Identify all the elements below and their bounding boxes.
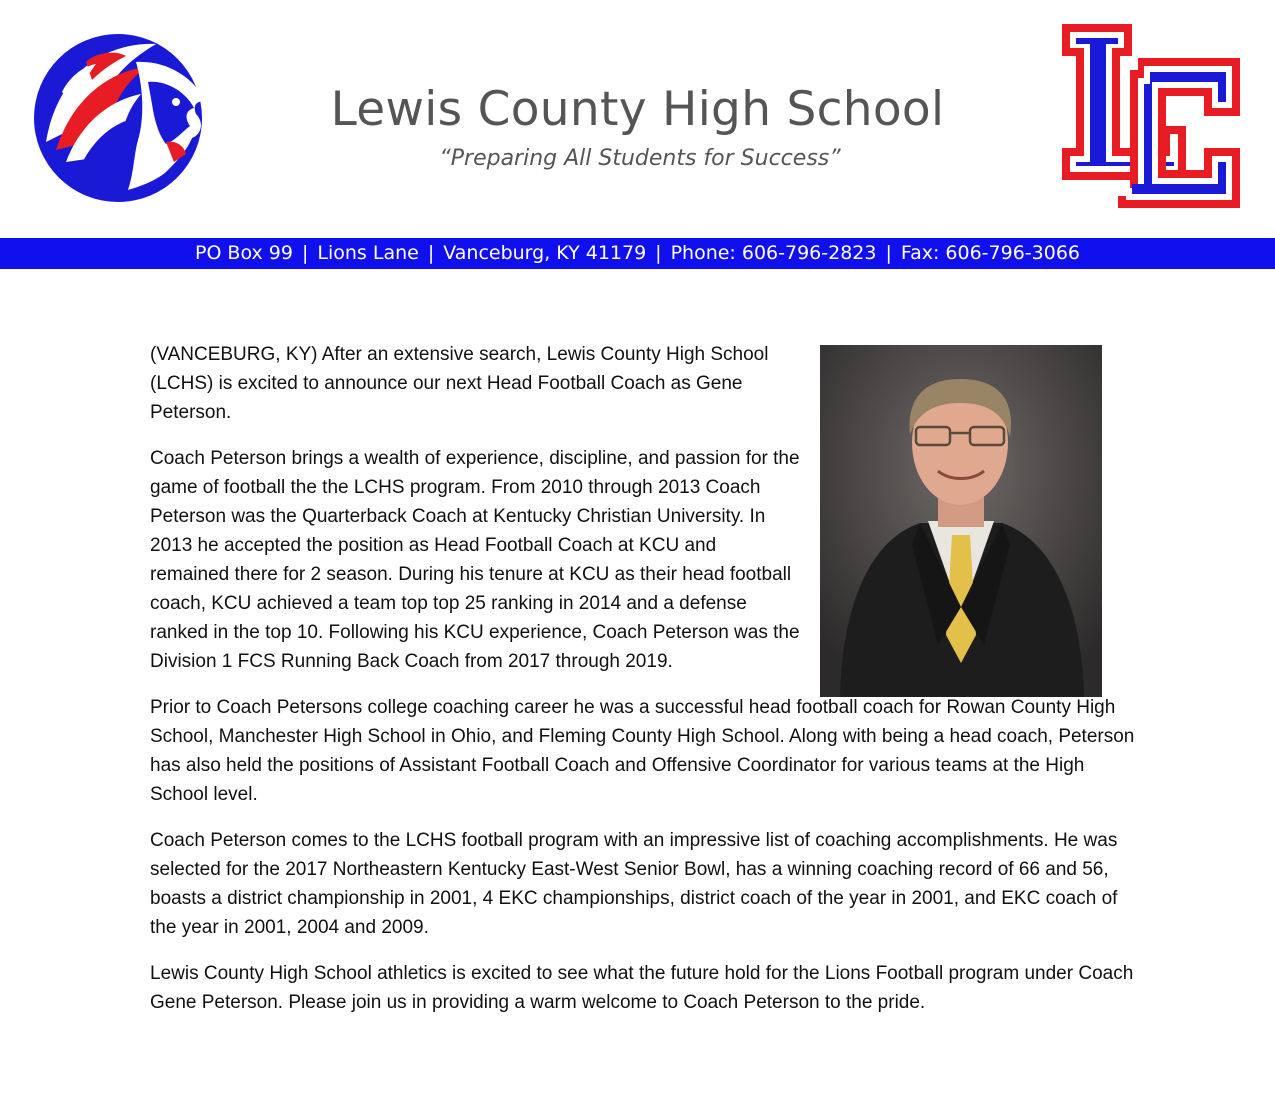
- separator: |: [885, 242, 892, 264]
- article-paragraph: Coach Peterson brings a wealth of experience, discipline, and passion for the game of football the the LCHS program. From 2010 through 2013 Coach Peterson was the Quarterback Coach at Kentucky Christian University. In 2013 he accepted the position as Head Football Coach at KCU and remained there for 2 season. During his tenure at KCU as their head football coach, KCU achieved a team top top 25 ranking in 2014 and a defense ranked in the top 10. Following his KCU experience, Coach Peterson was the Division 1 FCS Running Back Coach from 2017 through 2019.: [150, 448, 800, 672]
- separator: |: [655, 242, 662, 264]
- fax-number: Fax: 606-796-3066: [900, 242, 1080, 264]
- address-street: Lions Lane: [317, 242, 419, 264]
- article-paragraph: (VANCEBURG, KY) After an extensive search, Lewis County High School (LCHS) is excited to announce our next Head Football Coach as Gene Peterson.: [150, 344, 769, 423]
- phone-number: Phone: 606-796-2823: [670, 242, 877, 264]
- school-name: Lewis County High School: [330, 82, 945, 137]
- separator: |: [301, 242, 309, 264]
- article-paragraph: Coach Peterson comes to the LCHS football program with an impressive list of coaching accomplishments. He was selected for the 2017 Northeastern Kentucky East-West Senior Bowl, has a winning coaching record of 66 and 56, boasts a district championship in 2001, 4 EKC championships, district coach of the year in 2001, and EKC coach of the year in 2001, 2004 and 2009.: [150, 830, 1118, 938]
- article-body: [150, 340, 1135, 1034]
- address-city: Vanceburg, KY 41179: [443, 242, 647, 264]
- separator: |: [427, 242, 435, 264]
- contact-info-bar: [0, 238, 1275, 269]
- article-paragraph: Lewis County High School athletics is excited to see what the future hold for the Lions Football program under Coach Gene Peterson. Please join us in providing a warm welcome to Coach Peterson to the pride.: [150, 963, 1134, 1013]
- address-po-box: PO Box 99: [194, 242, 293, 264]
- article-paragraph: Prior to Coach Petersons college coaching career he was a successful head football coach for Rowan County High School, Manchester High School in Ohio, and Fleming County High School. Along with being a head coach, Peterson has also held the positions of Assistant Football Coach and Offensive Coordinator for various teams at the High School level.: [150, 697, 1135, 805]
- school-motto: “Preparing All Students for Success”: [439, 146, 841, 171]
